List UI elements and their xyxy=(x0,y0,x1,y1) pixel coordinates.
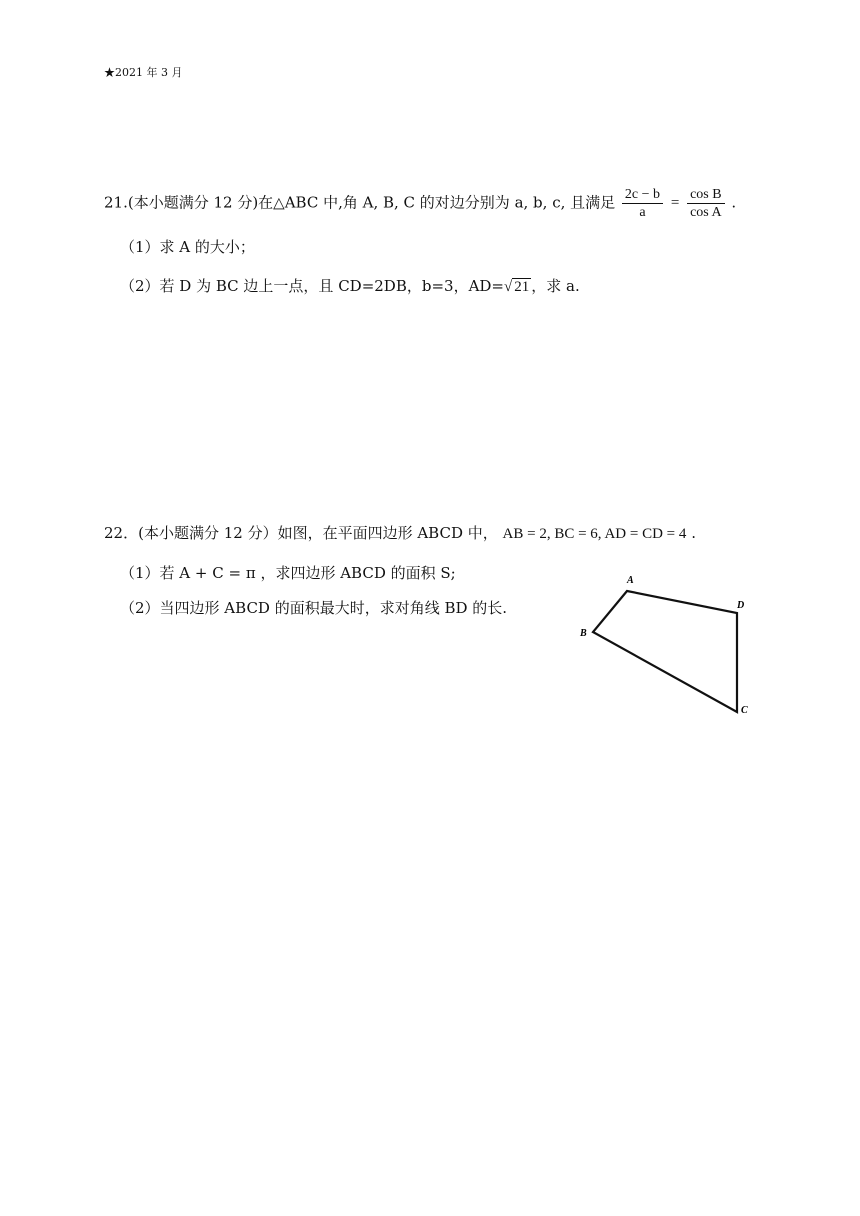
question-22-intro: 22．(本小题满分 12 分）如图，在平面四边形 ABCD 中， xyxy=(104,524,498,542)
vertex-label-c: C xyxy=(741,705,748,716)
quadrilateral-figure xyxy=(570,570,760,720)
question-22-condition: AB = 2, BC = 6, AD = CD = 4 xyxy=(502,526,687,542)
vertex-label-d: D xyxy=(737,600,745,611)
question-21-part-1: （1）求 A 的大小； xyxy=(120,238,255,256)
vertex-label-b: B xyxy=(580,628,587,639)
sqrt-21: √ 21 xyxy=(504,279,530,295)
fraction-right xyxy=(687,186,725,221)
fraction-left-numerator: 2c − b xyxy=(622,186,663,204)
question-21-part-2-tail: ，求 a. xyxy=(531,277,580,295)
quadrilateral-abcd xyxy=(593,591,737,712)
question-21-period: . xyxy=(731,193,737,212)
question-22-part-1: （1）若 A + C = π ，求四边形 ABCD 的面积 S; xyxy=(120,564,456,582)
equals-sign: = xyxy=(670,195,680,211)
question-22-stem xyxy=(104,522,696,543)
question-21-stem xyxy=(104,186,736,221)
fraction-right-denominator: cos A xyxy=(690,205,722,220)
question-21-part-2 xyxy=(120,275,580,296)
question-22-period: . xyxy=(691,524,696,542)
fraction-left xyxy=(622,186,663,221)
exam-date-header: ★2021 年 3 月 xyxy=(104,66,183,79)
sqrt-radicand: 21 xyxy=(514,279,530,295)
fraction-right-numerator: cos B xyxy=(687,186,725,204)
question-21-part-2-text: （2）若 D 为 BC 边上一点，且 CD=2DB，b=3，AD= xyxy=(120,277,504,295)
question-22-part-2: （2）当四边形 ABCD 的面积最大时，求对角线 BD 的长. xyxy=(120,599,508,617)
question-21-intro: 21.(本小题满分 12 分)在△ABC 中,角 A, B, C 的对边分别为 a, b, c, 且满足 xyxy=(104,193,616,212)
vertex-label-a: A xyxy=(627,575,634,586)
fraction-left-denominator: a xyxy=(639,205,646,220)
